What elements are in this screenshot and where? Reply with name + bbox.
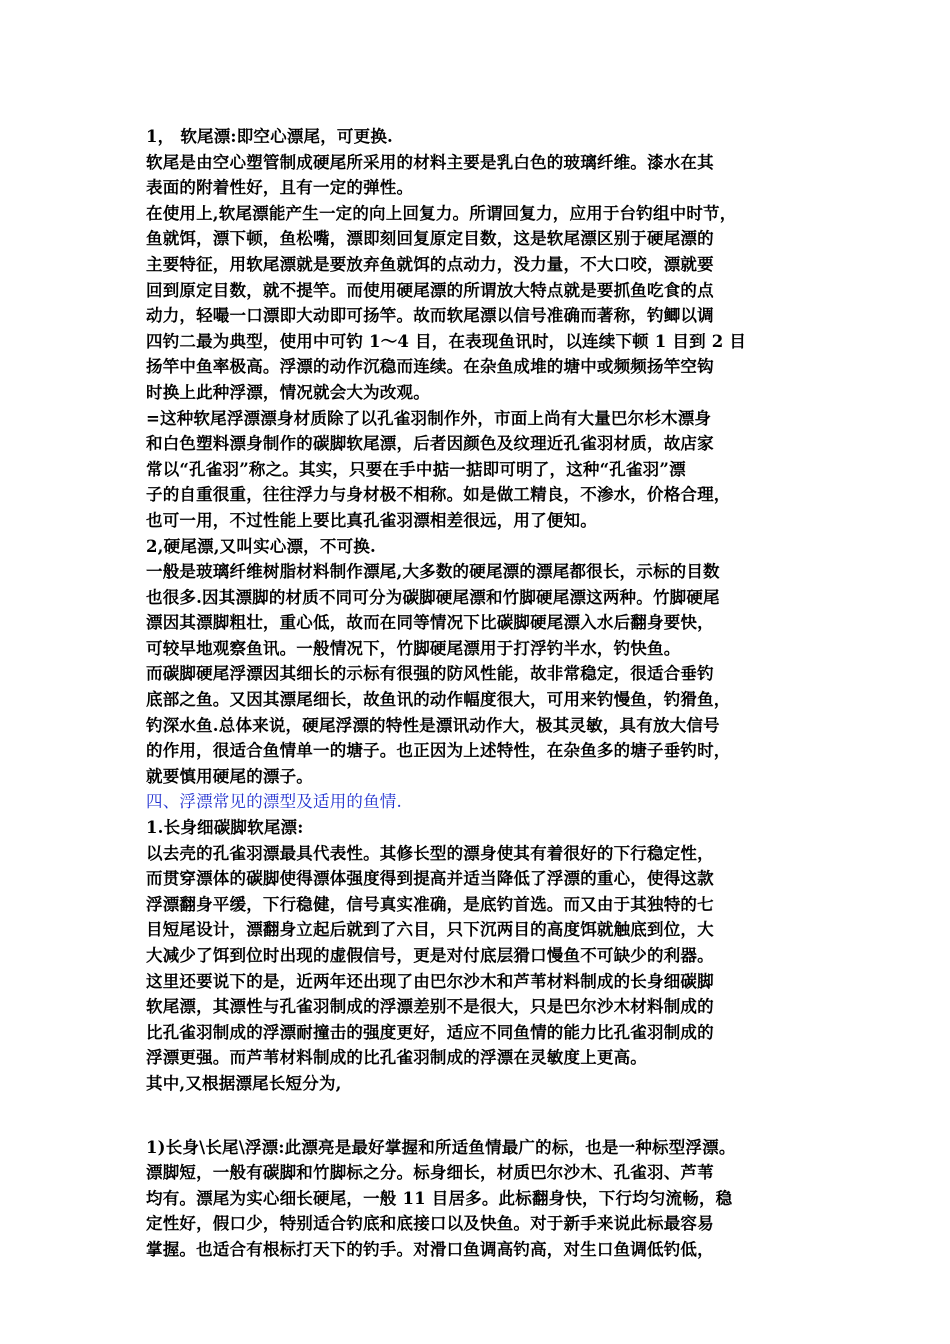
text-line: 软尾漂，其漂性与孔雀羽制成的浮漂差别不是很大，只是巴尔沙木材料制成的 <box>146 997 714 1017</box>
text-line: =这种软尾浮漂漂身材质除了以孔雀羽制作外，市面上尚有大量巴尔杉木漂身 <box>146 408 712 428</box>
text-line: 而贯穿漂体的碳脚使得漂体强度得到提高并适当降低了浮漂的重心，使得这款 <box>146 869 714 889</box>
text-line: 子的自重很重，往往浮力与身材极不相称。如是做工精良，不渗水，价格合理， <box>146 485 731 505</box>
text-line: 和白色塑料漂身制作的碳脚软尾漂，后者因颜色及纹理近孔雀羽材质，故店家 <box>146 434 714 454</box>
text-line: 1)长身\长尾\浮漂:此漂亮是最好掌握和所适鱼情最广的标，也是一种标型浮漂。 <box>146 1137 736 1157</box>
text-line: 掌握。也适合有根标打天下的钓手。对滑口鱼调高钓高，对生口鱼调低钓低， <box>146 1239 714 1259</box>
text-line: 漂因其漂脚粗壮，重心低，故而在同等情况下比碳脚硬尾漂入水后翻身要快， <box>146 613 714 633</box>
text-line: 底部之鱼。又因其漂尾细长，故鱼讯的动作幅度很大，可用来钓慢鱼，钓猾鱼， <box>146 690 731 710</box>
text-line: 在使用上,软尾漂能产生一定的向上回复力。所谓回复力，应用于台钓组中时节， <box>146 203 737 223</box>
text-line: 比孔雀羽制成的浮漂耐撞击的强度更好，适应不同鱼情的能力比孔雀羽制成的 <box>146 1022 714 1042</box>
text-line: 1， 软尾漂:即空心漂尾，可更换. <box>146 127 393 146</box>
text-line: 也可一用，不过性能上要比真孔雀羽漂相差很远，用了便知。 <box>146 510 597 530</box>
text-line: 也很多.因其漂脚的材质不同可分为碳脚硬尾漂和竹脚硬尾漂这两种。竹脚硬尾 <box>146 587 720 607</box>
text-line: 动力，轻嘬一口漂即大动即可扬竿。故而软尾漂以信号准确而著称，钓鲫以调 <box>146 306 714 326</box>
text-line: 鱼就饵，漂下顿，鱼松嘴，漂即刻回复原定目数，这是软尾漂区别于硬尾漂的 <box>146 229 714 249</box>
text-line: 一般是玻璃纤维树脂材料制作漂尾,大多数的硬尾漂的漂尾都很长，示标的目数 <box>146 562 720 582</box>
text-line: 定性好，假口少，特别适合钓底和底接口以及快鱼。对于新手来说此标最容易 <box>146 1214 714 1234</box>
text-line: 常以“孔雀羽”称之。其实，只要在手中掂一掂即可明了，这种“孔雀羽”漂 <box>146 459 686 479</box>
text-line: 的作用，很适合鱼情单一的塘子。也正因为上述特性，在杂鱼多的塘子垂钓时， <box>146 741 731 761</box>
text-line: 这里还要说下的是，近两年还出现了由巴尔沙木和芦苇材料制成的长身细碳脚 <box>146 971 714 991</box>
text-line: 浮漂翻身平缓，下行稳健，信号真实准确，是底钓首选。而又由于其独特的七 <box>146 894 714 914</box>
text-line: 四钓二最为典型，使用中可钓 1～4 目，在表现鱼讯时，以连续下顿 1 目到 2 目 <box>146 331 747 351</box>
text-line: 其中,又根据漂尾长短分为, <box>146 1073 342 1093</box>
text-line: 均有。漂尾为实心细长硬尾，一般 11 目居多。此标翻身快，下行均匀流畅，稳 <box>146 1188 733 1208</box>
text-line: 扬竿中鱼率极高。浮漂的动作沉稳而连续。在杂鱼成堆的塘中或频频扬竿空钩 <box>146 357 714 377</box>
text-line: 以去壳的孔雀羽漂最具代表性。其修长型的漂身使其有着很好的下行稳定性， <box>146 843 714 863</box>
text-line: 时换上此种浮漂，情况就会大为改观。 <box>146 382 430 402</box>
text-line: 软尾是由空心塑管制成硬尾所采用的材料主要是乳白色的玻璃纤维。漆水在其 <box>146 152 714 172</box>
text-line: 1.长身细碳脚软尾漂: <box>146 818 304 838</box>
text-line: 浮漂更强。而芦苇材料制成的比孔雀羽制成的浮漂在灵敏度上更高。 <box>146 1048 647 1068</box>
text-line: 就要慎用硬尾的漂子。 <box>146 766 313 786</box>
text-line: 钓深水鱼.总体来说，硬尾浮漂的特性是漂讯动作大，极其灵敏，具有放大信号 <box>146 715 720 735</box>
text-line: 大减少了饵到位时出现的虚假信号，更是对付底层猾口慢鱼不可缺少的利器。 <box>146 946 714 965</box>
text-line: 回到原定目数，就不提竿。而使用硬尾漂的所谓放大特点就是要抓鱼吃食的点 <box>146 280 714 300</box>
text-line: 表面的附着性好，且有一定的弹性。 <box>146 178 414 198</box>
document-page <box>146 124 822 1263</box>
text-line: 主要特征，用软尾漂就是要放弃鱼就饵的点动力，没力量，不大口咬，漂就要 <box>146 254 714 274</box>
text-line: 目短尾设计，漂翻身立起后就到了六目，只下沉两目的高度饵就触底到位，大 <box>146 920 714 940</box>
blank-line <box>146 1097 822 1135</box>
text-line: 2,硬尾漂,又叫实心漂，不可换. <box>146 536 376 556</box>
text-line: 可较早地观察鱼讯。一般情况下，竹脚硬尾漂用于打浮钓半水，钓快鱼。 <box>146 638 681 658</box>
section-heading: 四、浮漂常见的漂型及适用的鱼情. <box>146 792 402 812</box>
text-line: 漂脚短，一般有碳脚和竹脚标之分。标身细长，材质巴尔沙木、孔雀羽、芦苇 <box>146 1163 714 1183</box>
text-line: 而碳脚硬尾浮漂因其细长的示标有很强的防风性能，故非常稳定，很适合垂钓 <box>146 664 714 684</box>
